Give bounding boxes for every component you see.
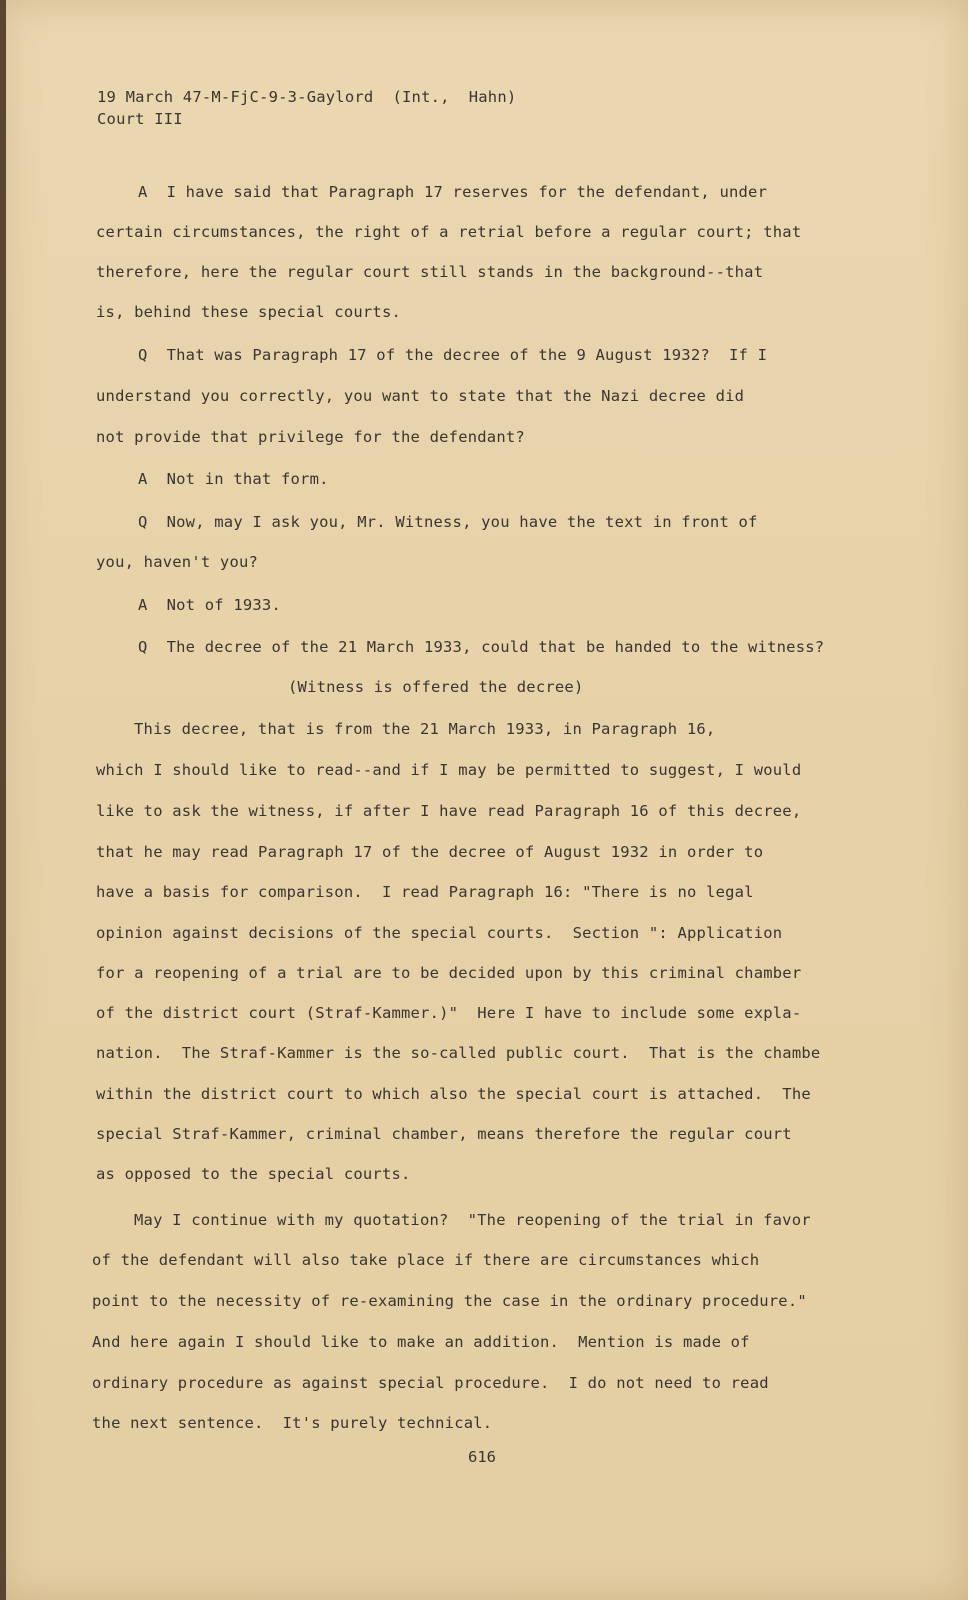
text-line: of the defendant will also take place if there are circumstances which — [92, 1251, 760, 1269]
text-line: like to ask the witness, if after I have read Paragraph 16 of this decree, — [96, 802, 802, 820]
page-number: 616 — [468, 1448, 496, 1466]
text-line: point to the necessity of re-examining the case in the ordinary procedure." — [92, 1292, 807, 1310]
text-line: (Witness is offered the decree) — [288, 678, 584, 696]
text-line: that he may read Paragraph 17 of the decree of August 1932 in order to — [96, 843, 764, 861]
text-line: This decree, that is from the 21 March 1933, in Paragraph 16, — [134, 720, 716, 738]
text-line: Q Now, may I ask you, Mr. Witness, you have the text in front of — [138, 513, 758, 531]
text-line: A Not of 1933. — [138, 596, 281, 614]
text-line: not provide that privilege for the defendant? — [96, 428, 525, 446]
text-line: A Not in that form. — [138, 470, 329, 488]
text-line: for a reopening of a trial are to be decided upon by this criminal chamber — [96, 964, 802, 982]
text-line: A I have said that Paragraph 17 reserves for the defendant, under — [138, 183, 768, 201]
text-line: you, haven't you? — [96, 553, 259, 571]
text-line: within the district court to which also the special court is attached. The — [96, 1085, 811, 1103]
text-line: opinion against decisions of the special courts. Section ": Application — [96, 924, 783, 942]
text-line: therefore, here the regular court still stands in the background--that — [96, 263, 764, 281]
text-line: as opposed to the special courts. — [96, 1165, 411, 1183]
text-line: ordinary procedure as against special procedure. I do not need to read — [92, 1374, 769, 1392]
text-line: certain circumstances, the right of a retrial before a regular court; that — [96, 223, 802, 241]
text-line: the next sentence. It's purely technical. — [92, 1414, 493, 1432]
text-line: understand you correctly, you want to state that the Nazi decree did — [96, 387, 745, 405]
text-line: May I continue with my quotation? "The reopening of the trial in favor — [134, 1211, 811, 1229]
header-line-1: 19 March 47-M-FjC-9-3-Gaylord (Int., Hahn) — [97, 88, 517, 106]
text-line: have a basis for comparison. I read Paragraph 16: "There is no legal — [96, 883, 754, 901]
text-line: is, behind these special courts. — [96, 303, 402, 321]
text-line: which I should like to read--and if I may be permitted to suggest, I would — [96, 761, 802, 779]
text-line: of the district court (Straf-Kammer.)" Here I have to include some expla- — [96, 1004, 802, 1022]
text-line: special Straf-Kammer, criminal chamber, means therefore the regular court — [96, 1125, 792, 1143]
header-line-2: Court III — [97, 110, 183, 128]
text-line: nation. The Straf-Kammer is the so-called public court. That is the chambe — [96, 1044, 821, 1062]
text-line: Q That was Paragraph 17 of the decree of the 9 August 1932? If I — [138, 346, 768, 364]
page-left-edge — [0, 0, 6, 1600]
text-line: Q The decree of the 21 March 1933, could that be handed to the witness? — [138, 638, 825, 656]
text-line: And here again I should like to make an addition. Mention is made of — [92, 1333, 750, 1351]
